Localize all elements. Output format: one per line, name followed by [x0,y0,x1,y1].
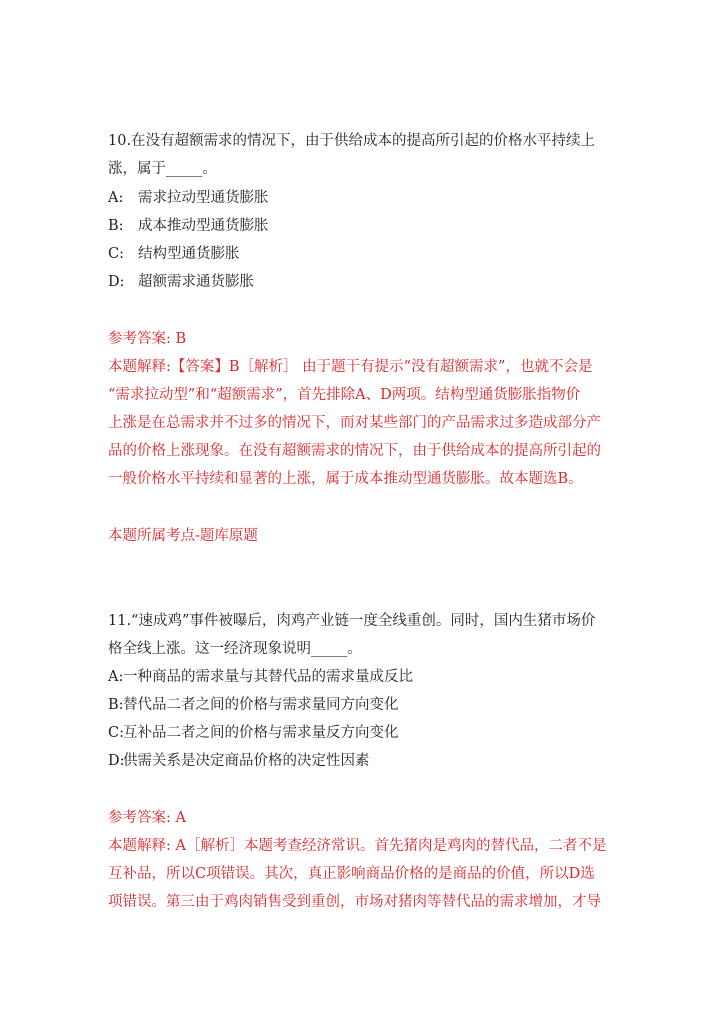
option-letter: B: [108,697,124,713]
option-letter: D: [108,274,125,290]
option-text: 需求拉动型通货膨胀 [138,190,269,206]
option-text: 互补品二者之间的价格与需求量反方向变化 [123,725,399,741]
question-10-analysis-line-5: 一般价格水平持续和显著的上涨，属于成本推动型通货膨胀。故本题选B。 [108,471,583,487]
question-10-analysis-line-4: 品的价格上涨现象。在没有超额需求的情况下，由于供给成本的提高所引起的 [108,443,601,459]
question-10-topic: 本题所属考点-题库原题 [108,528,258,544]
question-11-option-a [108,667,413,687]
option-text: 供需关系是决定商品价格的决定性因素 [123,753,370,769]
option-text: 成本推动型通货膨胀 [138,218,269,234]
question-11-analysis-line-1: 本题解释: A［解析］本题考查经济常识。首先猪肉是鸡肉的替代品，二者不是 [108,838,607,854]
question-11-answer: 参考答案: A [108,810,186,826]
question-10-analysis-line-1: 本题解释:【答案】B［解析］ 由于题干有提示“没有超额需求”，也就不会是 [108,359,593,375]
question-11-option-c [108,723,399,743]
question-11-analysis-line-3: 项错误。第三由于鸡肉销售受到重创，市场对猪肉等替代品的需求增加，才导 [108,894,601,910]
question-11-option-b [108,695,399,715]
option-letter: A: [108,190,124,206]
option-letter: D: [108,753,125,769]
question-11-analysis-line-2: 互补品，所以C项错误。其次，真正影响商品价格的是商品的价值，所以D选 [108,866,595,882]
option-letter: C: [108,725,124,741]
question-10-option-c [108,244,240,264]
option-letter: C: [108,246,124,262]
option-text: 超额需求通货膨胀 [138,274,254,290]
question-11-option-d [108,751,370,771]
question-10-analysis-line-2: “需求拉动型”和“超额需求”，首先排除A、D两项。结构型通货膨胀指物价 [108,387,581,403]
option-letter: B: [108,218,124,234]
question-10-answer: 参考答案: B [108,331,187,347]
option-letter: A: [108,669,124,685]
question-10-option-d [108,272,254,292]
question-10-stem-line-1: 10.在没有超额需求的情况下，由于供给成本的提高所引起的价格水平持续上 [108,133,596,149]
option-text: 替代品二者之间的价格与需求量同方向变化 [123,697,399,713]
question-11-stem-line-1: 11.“速成鸡”事件被曝后，肉鸡产业链一度全线重创。同时，国内生猪市场价 [108,613,596,629]
question-10-option-a [108,188,269,208]
question-10-stem-line-2: 涨，属于_____。 [108,161,217,177]
question-11-stem-line-2: 格全线上涨。这一经济现象说明_____。 [108,641,362,657]
question-10-option-b [108,216,269,236]
option-text: 一种商品的需求量与其替代品的需求量成反比 [123,669,413,685]
option-text: 结构型通货膨胀 [138,246,240,262]
question-10-analysis-line-3: 上涨是在总需求并不过多的情况下，而对某些部门的产品需求过多造成部分产 [108,415,601,431]
